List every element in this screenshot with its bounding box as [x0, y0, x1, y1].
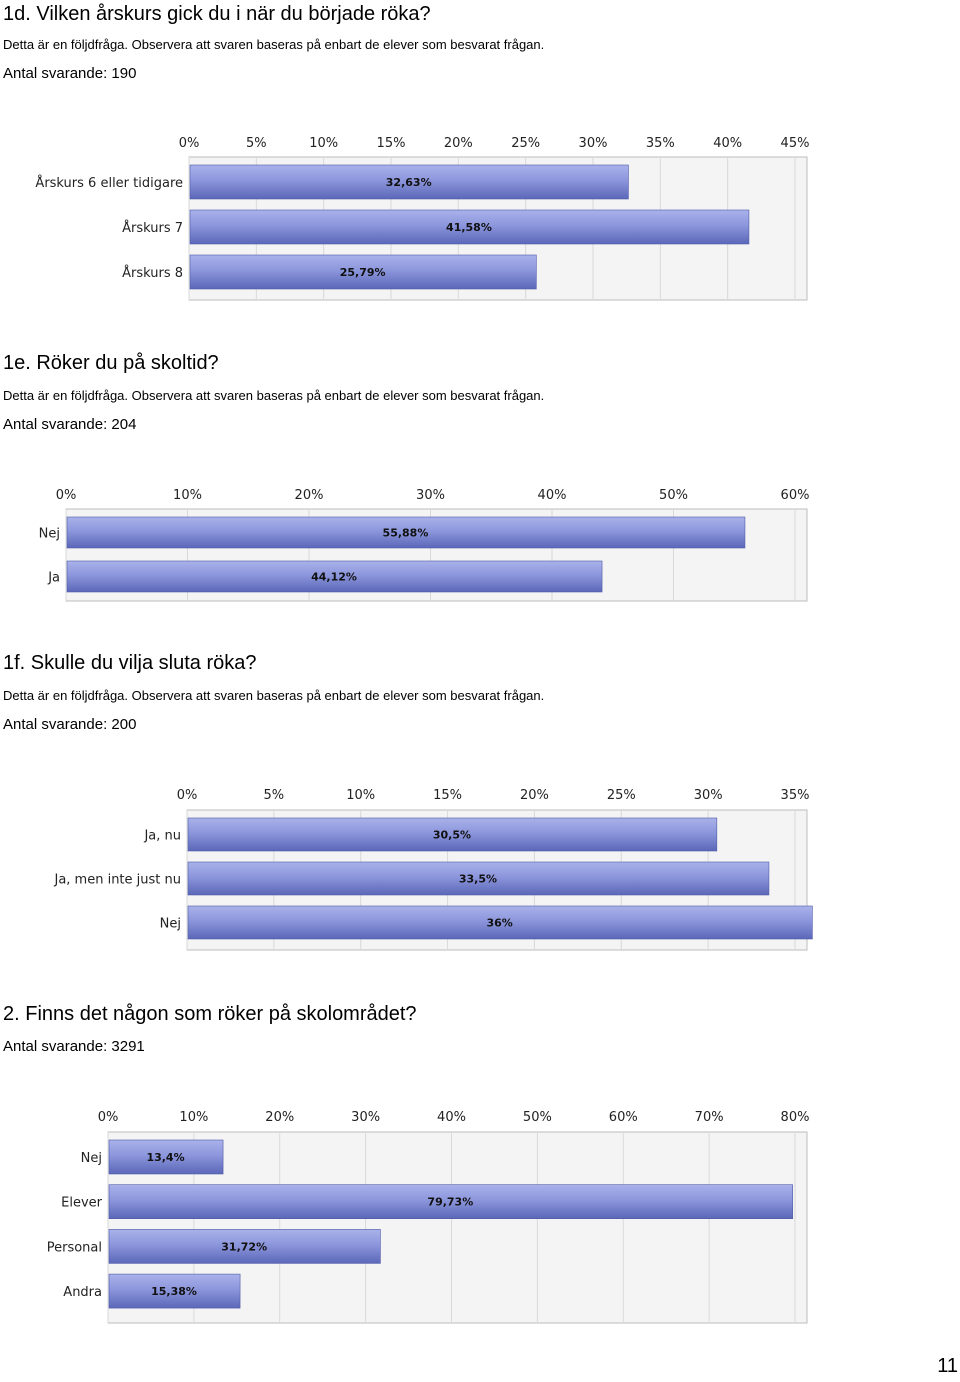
category-label: Årskurs 7: [122, 221, 183, 236]
tick-label: 10%: [309, 136, 339, 151]
bar-chart-1e: [0, 482, 960, 606]
category-label: Nej: [80, 1151, 102, 1166]
category-label: Årskurs 6 eller tidigare: [35, 176, 183, 191]
value-label: 13,4%: [146, 1151, 185, 1164]
category-label: Personal: [46, 1240, 102, 1256]
tick-label: 50%: [522, 1110, 552, 1125]
question-title: 1e. Röker du på skoltid?: [3, 352, 219, 374]
category-label: Ja: [48, 570, 60, 586]
page-number: 11: [937, 1355, 958, 1377]
tick-label: 0%: [97, 1110, 119, 1125]
question-note: Detta är en följdfråga. Observera att svaren baseras på enbart de elever som besvarat frågan.: [3, 37, 545, 52]
chart-svg: [0, 130, 960, 306]
category-label: Elever: [61, 1195, 102, 1211]
respondent-count: Antal svarande: 204: [3, 416, 137, 433]
tick-label: 10%: [173, 488, 202, 503]
chart-svg: [0, 482, 960, 606]
value-label: 15,38%: [151, 1285, 197, 1299]
tick-label: 15%: [376, 136, 406, 151]
tick-label: 40%: [437, 1110, 466, 1125]
tick-label: 60%: [780, 488, 810, 503]
category-label: Årskurs 8: [122, 266, 183, 281]
tick-label: 45%: [780, 136, 810, 151]
respondent-count: Antal svarande: 3291: [3, 1038, 145, 1055]
value-label: 41,58%: [446, 221, 492, 234]
bar-chart-2: [0, 1104, 960, 1330]
bar-chart-1d: [0, 130, 960, 306]
category-label: Andra: [63, 1285, 102, 1301]
tick-label: 10%: [179, 1110, 209, 1125]
tick-label: 60%: [608, 1110, 638, 1125]
tick-label: 5%: [263, 788, 285, 803]
tick-label: 30%: [578, 136, 608, 151]
value-label: 33,5%: [458, 872, 498, 886]
respondent-count: Antal svarande: 200: [3, 716, 137, 733]
value-label: 44,12%: [311, 570, 357, 584]
value-label: 25,79%: [339, 266, 386, 279]
question-title: 2. Finns det någon som röker på skolområdet?: [3, 1003, 417, 1025]
value-label: 55,88%: [382, 526, 429, 540]
question-note: Detta är en följdfråga. Observera att svaren baseras på enbart de elever som besvarat frågan.: [3, 688, 545, 703]
respondent-count: Antal svarande: 190: [3, 65, 137, 82]
tick-label: 0%: [176, 788, 198, 803]
category-label: Ja, nu: [144, 828, 181, 844]
tick-label: 0%: [55, 488, 77, 503]
bar-chart-1f: [0, 782, 960, 956]
tick-label: 10%: [346, 788, 376, 803]
tick-label: 70%: [694, 1110, 724, 1125]
tick-label: 0%: [178, 136, 200, 151]
tick-label: 30%: [693, 788, 723, 803]
tick-label: 20%: [265, 1110, 295, 1125]
tick-label: 25%: [511, 136, 541, 151]
tick-label: 30%: [416, 488, 445, 503]
value-label: 36%: [486, 916, 513, 930]
tick-label: 5%: [246, 136, 267, 151]
question-title: 1f. Skulle du vilja sluta röka?: [3, 652, 257, 674]
tick-label: 80%: [780, 1110, 810, 1125]
question-title: 1d. Vilken årskurs gick du i när du började röka?: [3, 3, 431, 25]
tick-label: 35%: [780, 788, 810, 803]
chart-svg: [0, 1104, 960, 1330]
tick-label: 20%: [519, 788, 549, 803]
category-label: Nej: [159, 916, 181, 932]
category-label: Nej: [38, 526, 60, 542]
tick-label: 25%: [606, 788, 636, 803]
chart-svg: [0, 782, 960, 956]
tick-label: 20%: [294, 488, 324, 503]
tick-label: 35%: [645, 136, 675, 151]
question-note: Detta är en följdfråga. Observera att svaren baseras på enbart de elever som besvarat frågan.: [3, 388, 545, 403]
value-label: 79,73%: [427, 1195, 474, 1209]
category-label: Ja, men inte just nu: [54, 872, 181, 888]
value-label: 32,63%: [385, 176, 432, 189]
tick-label: 15%: [433, 788, 463, 803]
tick-label: 30%: [351, 1110, 381, 1125]
value-label: 30,5%: [432, 828, 472, 842]
value-label: 31,72%: [221, 1240, 268, 1254]
tick-label: 20%: [443, 136, 473, 151]
tick-label: 40%: [537, 488, 567, 503]
tick-label: 50%: [659, 488, 688, 503]
tick-label: 40%: [713, 136, 743, 151]
